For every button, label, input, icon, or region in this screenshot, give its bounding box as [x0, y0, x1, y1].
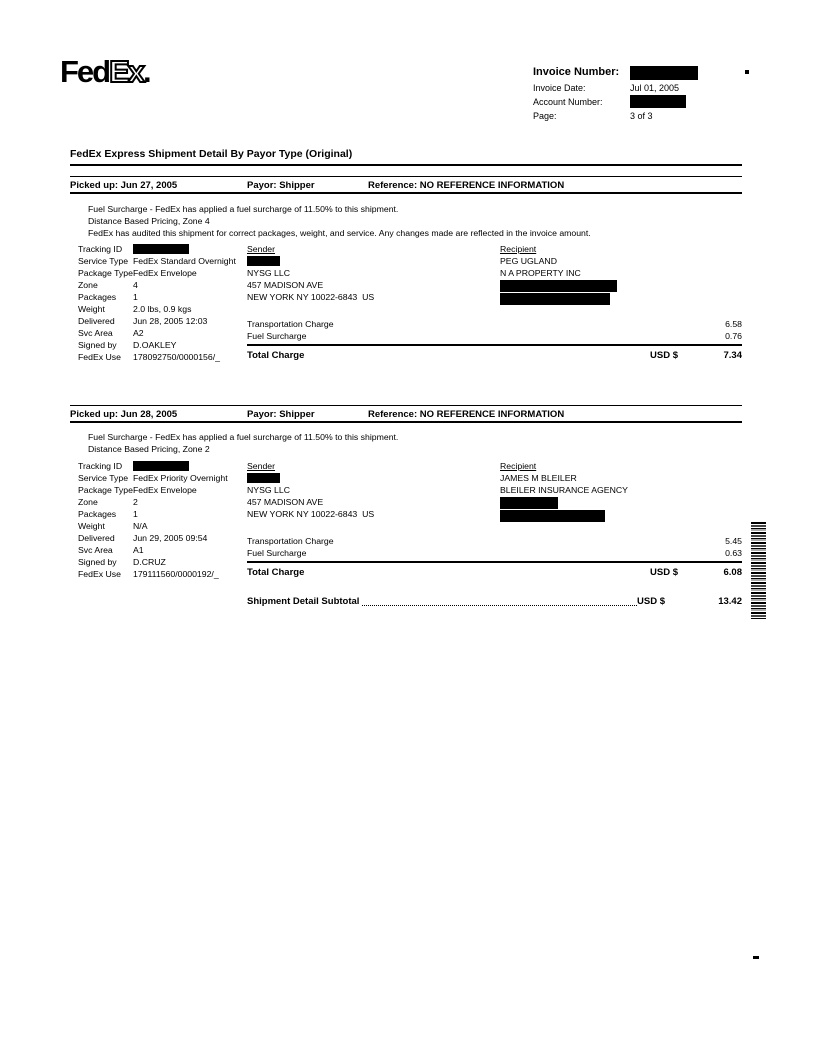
charge-amount: 6.58	[725, 319, 742, 329]
page-label: Page:	[533, 111, 557, 121]
detail-value: 1	[133, 509, 138, 519]
sender-line: NYSG LLC	[247, 485, 290, 495]
charge-row-transportation	[247, 535, 742, 547]
detail-row-package-type	[78, 484, 248, 496]
detail-label: Packages	[78, 292, 117, 302]
detail-row-packages	[78, 291, 248, 303]
detail-row-tracking-id	[78, 243, 248, 255]
section1-note-audit: FedEx has audited this shipment for correct packages, weight, and service. Any changes made are reflected in the invoice amount.	[88, 228, 591, 238]
subtotal-label: Shipment Detail Subtotal	[247, 596, 360, 607]
detail-value: D.CRUZ	[133, 557, 166, 567]
title-rule	[70, 164, 742, 166]
detail-row-delivered	[78, 315, 248, 327]
section1-total-row	[247, 351, 742, 361]
charge-label: Transportation Charge	[247, 319, 334, 329]
currency-label: USD $	[650, 350, 678, 361]
charge-row-fuel-surcharge	[247, 547, 742, 559]
section2-note-fuel: Fuel Surcharge - FedEx has applied a fuel surcharge of 11.50% to this shipment.	[88, 432, 399, 442]
detail-value: 2.0 lbs, 0.9 kgs	[133, 304, 192, 314]
detail-value: 179111560/0000192/_	[133, 569, 219, 579]
detail-row-packages	[78, 508, 248, 520]
detail-label: Zone	[78, 497, 98, 507]
section1-head-rule	[70, 192, 742, 194]
detail-label: Svc Area	[78, 545, 113, 555]
section2-recipient	[500, 460, 628, 522]
section1-reference: Reference: NO REFERENCE INFORMATION	[368, 180, 565, 191]
currency-label: USD $	[650, 567, 678, 578]
detail-value: A2	[133, 328, 144, 338]
detail-value: 4	[133, 280, 138, 290]
detail-row-zone	[78, 279, 248, 291]
recipient-heading: Recipient	[500, 244, 537, 254]
detail-label: Signed by	[78, 557, 117, 567]
account-number-redacted	[630, 95, 686, 108]
charge-row-fuel-surcharge	[247, 330, 742, 342]
section2-sender	[247, 460, 374, 520]
detail-value: Jun 29, 2005 09:54	[133, 533, 208, 543]
section2-details	[78, 460, 248, 580]
detail-label: Package Type	[78, 268, 133, 278]
detail-label: Weight	[78, 304, 105, 314]
section2-payor: Payor: Shipper	[247, 409, 315, 420]
recipient-address-redacted	[500, 497, 558, 509]
tracking-id-redacted	[133, 244, 189, 254]
detail-label: Service Type	[78, 473, 129, 483]
section1-top-rule	[70, 176, 742, 177]
page-corner-mark-bottom	[753, 956, 759, 959]
charge-row-transportation	[247, 318, 742, 330]
detail-value: N/A	[133, 521, 148, 531]
recipient-line: BLEILER INSURANCE AGENCY	[500, 485, 628, 495]
section2-note-zone: Distance Based Pricing, Zone 2	[88, 444, 210, 454]
section2-total-row	[247, 568, 742, 578]
invoice-date-label: Invoice Date:	[533, 83, 586, 93]
detail-value: A1	[133, 545, 144, 555]
detail-label: Package Type	[78, 485, 133, 495]
section2-top-rule	[70, 405, 742, 406]
invoice-date-value: Jul 01, 2005	[630, 83, 680, 93]
logo-fed-text: Fed	[60, 54, 110, 89]
sender-line: NEW YORK NY 10022-6843 US	[247, 509, 375, 519]
sender-heading: Sender	[247, 244, 276, 254]
detail-label: Signed by	[78, 340, 117, 350]
detail-value: 178092750/0000156/_	[133, 352, 220, 362]
sender-line: 457 MADISON AVE	[247, 497, 324, 507]
detail-row-package-type	[78, 267, 248, 279]
detail-label: Delivered	[78, 316, 115, 326]
invoice-number-redacted	[630, 66, 698, 80]
barcode	[751, 522, 766, 619]
detail-row-tracking-id	[78, 460, 248, 472]
detail-label: Weight	[78, 521, 105, 531]
page-value: 3 of 3	[630, 111, 653, 121]
charge-label: Transportation Charge	[247, 536, 334, 546]
detail-value: FedEx Priority Overnight	[133, 473, 228, 483]
charge-amount: 0.76	[725, 331, 742, 341]
detail-label: Service Type	[78, 256, 129, 266]
sender-heading: Sender	[247, 461, 276, 471]
charge-amount: 0.63	[725, 548, 742, 558]
recipient-line: N A PROPERTY INC	[500, 268, 581, 278]
detail-row-zone	[78, 496, 248, 508]
sender-line: NYSG LLC	[247, 268, 290, 278]
recipient-address-redacted	[500, 510, 605, 522]
logo-period: .	[143, 54, 152, 89]
shipment-detail-subtotal-row	[247, 597, 742, 607]
currency-label: USD $	[637, 596, 665, 607]
detail-value: FedEx Standard Overnight	[133, 256, 236, 266]
section2-total-rule	[247, 561, 742, 563]
detail-label: Tracking ID	[78, 244, 123, 254]
page-corner-mark-top	[745, 70, 749, 74]
detail-row-weight	[78, 520, 248, 532]
detail-row-service-type	[78, 255, 248, 267]
total-amount: 7.34	[723, 350, 742, 361]
recipient-address-redacted	[500, 293, 610, 305]
section1-note-fuel: Fuel Surcharge - FedEx has applied a fuel surcharge of 11.50% to this shipment.	[88, 204, 399, 214]
detail-label: Zone	[78, 280, 98, 290]
sender-name-redacted	[247, 473, 280, 483]
section1-payor: Payor: Shipper	[247, 180, 315, 191]
detail-row-fedex-use	[78, 568, 248, 580]
detail-label: Packages	[78, 509, 117, 519]
detail-label: FedEx Use	[78, 352, 121, 362]
detail-value: Jun 28, 2005 12:03	[133, 316, 208, 326]
recipient-line: PEG UGLAND	[500, 256, 557, 266]
section1-total-rule	[247, 344, 742, 346]
detail-row-svc-area	[78, 327, 248, 339]
section2-head-rule	[70, 421, 742, 423]
detail-row-delivered	[78, 532, 248, 544]
account-number-label: Account Number:	[533, 97, 603, 107]
tracking-id-redacted	[133, 461, 189, 471]
detail-value: FedEx Envelope	[133, 268, 197, 278]
detail-row-signed-by	[78, 339, 248, 351]
detail-label: Tracking ID	[78, 461, 123, 471]
detail-row-fedex-use	[78, 351, 248, 363]
recipient-address-redacted	[500, 280, 617, 292]
sender-line: NEW YORK NY 10022-6843 US	[247, 292, 375, 302]
recipient-line: JAMES M BLEILER	[500, 473, 577, 483]
section1-details	[78, 243, 248, 363]
detail-label: Delivered	[78, 533, 115, 543]
total-charge-label: Total Charge	[247, 567, 305, 578]
detail-row-weight	[78, 303, 248, 315]
sender-line: 457 MADISON AVE	[247, 280, 324, 290]
section1-recipient	[500, 243, 617, 305]
recipient-heading: Recipient	[500, 461, 537, 471]
section2-picked-up: Picked up: Jun 28, 2005	[70, 409, 178, 420]
detail-value: 2	[133, 497, 138, 507]
section1-sender	[247, 243, 374, 303]
detail-row-signed-by	[78, 556, 248, 568]
invoice-number-label: Invoice Number:	[533, 66, 620, 78]
detail-value: D.OAKLEY	[133, 340, 177, 350]
total-amount: 6.08	[723, 567, 742, 578]
charge-label: Fuel Surcharge	[247, 331, 307, 341]
section1-picked-up: Picked up: Jun 27, 2005	[70, 180, 178, 191]
detail-row-svc-area	[78, 544, 248, 556]
detail-label: FedEx Use	[78, 569, 121, 579]
detail-label: Svc Area	[78, 328, 113, 338]
section2-reference: Reference: NO REFERENCE INFORMATION	[368, 409, 565, 420]
subtotal-amount: 13.42	[718, 596, 742, 607]
charge-amount: 5.45	[725, 536, 742, 546]
sender-name-redacted	[247, 256, 280, 266]
dot-leader	[362, 605, 637, 606]
detail-row-service-type	[78, 472, 248, 484]
charge-label: Fuel Surcharge	[247, 548, 307, 558]
logo-ex-text: Ex	[109, 54, 144, 89]
total-charge-label: Total Charge	[247, 350, 305, 361]
fedex-logo	[60, 56, 152, 87]
detail-value: FedEx Envelope	[133, 485, 197, 495]
report-title: FedEx Express Shipment Detail By Payor Type (Original)	[70, 148, 353, 160]
section1-note-zone: Distance Based Pricing, Zone 4	[88, 216, 210, 226]
detail-value: 1	[133, 292, 138, 302]
